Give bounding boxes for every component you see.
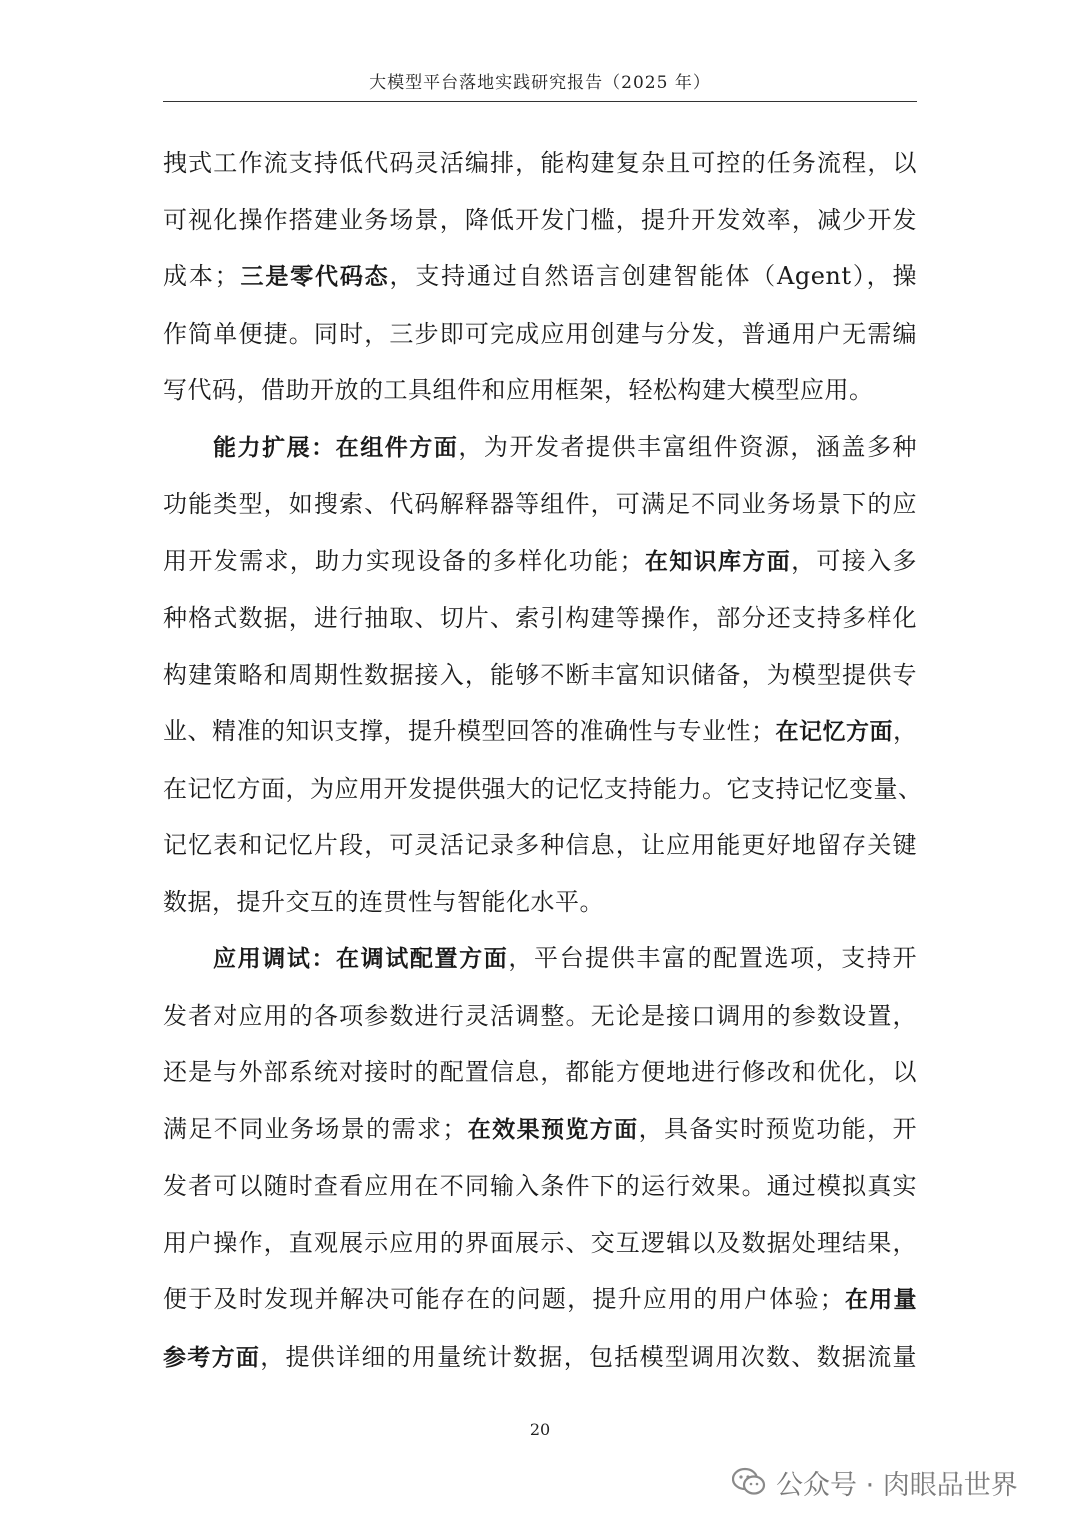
text-line: [163, 135, 917, 192]
emphasis-text: 在知识库方面: [644, 548, 792, 575]
text-line: [163, 1101, 917, 1159]
emphasis-text: 应用调试：在调试配置方面: [213, 946, 509, 972]
text-line: [163, 874, 917, 931]
emphasis-text: 在用量: [844, 1287, 918, 1313]
text-line: [163, 419, 917, 477]
body-text: 还是与外部系统对接时的配置信息，都能方便地进行修改和优化，以: [163, 1058, 917, 1086]
body-text: 用户操作，直观展示应用的界面展示、交互逻辑以及数据处理结果，: [163, 1228, 917, 1257]
body-text: ，为开发者提供丰富组件资源，涵盖多种: [458, 432, 918, 461]
body-text: ，可接入多: [791, 546, 918, 575]
body-text: ，平台提供丰富的配置选项，支持开: [508, 944, 918, 972]
body-text: ，提供详细的用量统计数据，包括模型调用次数、数据流量: [260, 1342, 918, 1371]
body-text: ，支持通过自然语言创建智能体（Agent），操: [389, 262, 918, 290]
body-text: ，具备实时预览功能，开: [638, 1114, 918, 1143]
emphasis-text: 三是零代码态: [239, 264, 390, 290]
paragraph: [163, 135, 917, 419]
text-line: [163, 590, 917, 647]
emphasis-text: 在效果预览方面: [466, 1116, 639, 1143]
body-text: 数据，提升交互的连贯性与智能化水平。: [163, 887, 604, 916]
text-line: [163, 817, 917, 874]
body-text: ，: [893, 717, 918, 745]
text-line: [163, 1158, 917, 1215]
body-text: 发者可以随时查看应用在不同输入条件下的运行效果。通过模拟真实: [163, 1172, 917, 1200]
text-line: [163, 1271, 917, 1329]
text-line: [163, 703, 917, 761]
body-text: 用开发需求，助力实现设备的多样化功能；: [163, 546, 645, 575]
text-line: [163, 476, 917, 533]
text-line: [163, 1215, 917, 1272]
running-header: 大模型平台落地实践研究报告（2025 年）: [369, 73, 711, 93]
body-text: 满足不同业务场景的需求；: [163, 1114, 467, 1143]
body-text: 功能类型，如搜索、代码解释器等组件，可满足不同业务场景下的应: [163, 490, 917, 518]
watermark: [732, 1460, 1018, 1504]
body-text: 成本；: [163, 262, 240, 290]
paragraph: [163, 419, 923, 931]
body-text: 便于及时发现并解决可能存在的问题，提升应用的用户体验；: [163, 1285, 845, 1313]
text-line: [163, 362, 917, 419]
text-line: [163, 248, 917, 306]
header-rule: [163, 101, 917, 102]
document-body: [163, 135, 923, 1386]
paragraph: [163, 930, 917, 1386]
emphasis-text: 能力扩展：在组件方面: [213, 434, 459, 461]
body-text: 构建策略和周期性数据接入，能够不断丰富知识储备，为模型提供专: [163, 660, 917, 689]
watermark-text: 公众号 · 肉眼品世界: [776, 1469, 1018, 1501]
text-line: [163, 988, 917, 1045]
text-line: [163, 306, 917, 363]
text-line: [163, 930, 917, 988]
page-number: 20: [529, 1420, 551, 1439]
text-line: [163, 647, 917, 704]
body-text: 发者对应用的各项参数进行灵活调整。无论是接口调用的参数设置，: [163, 1001, 917, 1030]
wechat-icon: [732, 1467, 766, 1497]
body-text: 业、精准的知识支撑，提升模型回答的准确性与专业性；: [163, 717, 776, 745]
text-line: [163, 761, 923, 818]
text-line: [163, 1329, 917, 1387]
emphasis-text: 参考方面: [163, 1344, 261, 1371]
body-text: 记忆表和记忆片段，可灵活记录多种信息，让应用能更好地留存关键: [163, 831, 917, 859]
text-line: [163, 1044, 917, 1101]
body-text: 写代码，借助开放的工具组件和应用框架，轻松构建大模型应用。: [163, 376, 874, 404]
text-line: [163, 192, 917, 249]
text-line: [163, 533, 917, 591]
emphasis-text: 在记忆方面: [775, 719, 893, 745]
body-text: 拽式工作流支持低代码灵活编排，能构建复杂且可控的任务流程，以: [163, 149, 917, 177]
body-text: 作简单便捷。同时，三步即可完成应用创建与分发，普通用户无需编: [163, 319, 917, 348]
body-text: 种格式数据，进行抽取、切片、索引构建等操作，部分还支持多样化: [163, 604, 917, 632]
body-text: 可视化操作搭建业务场景，降低开发门槛，提升开发效率，减少开发: [163, 205, 917, 234]
body-text: 在记忆方面，为应用开发提供强大的记忆支持能力。它支持记忆变量、: [163, 774, 923, 803]
